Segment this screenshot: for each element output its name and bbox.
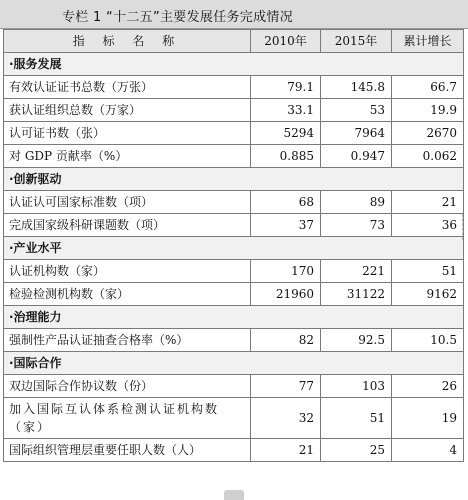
table-row [4, 260, 464, 283]
growth-cell: 0.062 [392, 145, 464, 168]
page-edge-marker [462, 214, 468, 240]
section-row [4, 306, 464, 329]
section-row [4, 237, 464, 260]
value-2010-cell: 32 [251, 398, 321, 439]
indicator-cell: 双边国际合作协议数（份） [4, 375, 251, 398]
indicator-cell: 认可证书数（张） [4, 122, 251, 145]
table-title: 专栏 1 “十二五”主要发展任务完成情况 [62, 10, 294, 25]
table-row [4, 99, 464, 122]
value-2010-cell: 170 [251, 260, 321, 283]
indicator-cell: 国际组织管理层重要任职人数（人） [4, 439, 251, 462]
table-row [4, 76, 464, 99]
growth-cell: 19 [392, 398, 464, 439]
growth-cell: 51 [392, 260, 464, 283]
value-2015-cell: 221 [321, 260, 392, 283]
table-row [4, 191, 464, 214]
table-row [4, 398, 464, 439]
value-2010-cell: 82 [251, 329, 321, 352]
section-heading: ·服务发展 [4, 53, 464, 76]
growth-cell: 19.9 [392, 99, 464, 122]
indicator-cell: 获认证组织总数（万家） [4, 99, 251, 122]
indicator-cell: 强制性产品认证抽查合格率（%） [4, 329, 251, 352]
indicator-cell: 对 GDP 贡献率（%） [4, 145, 251, 168]
growth-cell: 66.7 [392, 76, 464, 99]
growth-cell: 4 [392, 439, 464, 462]
indicator-cell: 认证机构数（家） [4, 260, 251, 283]
table-row [4, 439, 464, 462]
value-2015-cell: 73 [321, 214, 392, 237]
table-row [4, 214, 464, 237]
growth-cell: 36 [392, 214, 464, 237]
section-row [4, 352, 464, 375]
table-row [4, 329, 464, 352]
value-2015-cell: 103 [321, 375, 392, 398]
table-body [4, 53, 464, 462]
value-2010-cell: 21 [251, 439, 321, 462]
value-2015-cell: 89 [321, 191, 392, 214]
section-row [4, 53, 464, 76]
value-2015-cell: 92.5 [321, 329, 392, 352]
section-heading: ·产业水平 [4, 237, 464, 260]
indicator-cell: 认证认可国家标准数（项） [4, 191, 251, 214]
header-indicator: 指 标 名 称 [4, 30, 251, 53]
floating-tab-icon [224, 490, 244, 500]
growth-cell: 21 [392, 191, 464, 214]
header-growth: 累计增长 [392, 30, 464, 53]
indicators-table [3, 29, 464, 462]
header-row [4, 30, 464, 53]
value-2010-cell: 0.885 [251, 145, 321, 168]
header-2010: 2010年 [251, 30, 321, 53]
table-row [4, 375, 464, 398]
growth-cell: 2670 [392, 122, 464, 145]
value-2015-cell: 31122 [321, 283, 392, 306]
table-row [4, 145, 464, 168]
value-2015-cell: 0.947 [321, 145, 392, 168]
section-heading: ·国际合作 [4, 352, 464, 375]
table-caption-bar [0, 0, 468, 29]
value-2010-cell: 77 [251, 375, 321, 398]
value-2015-cell: 51 [321, 398, 392, 439]
indicator-cell: 检验检测机构数（家） [4, 283, 251, 306]
indicator-cell: 完成国家级科研课题数（项） [4, 214, 251, 237]
value-2010-cell: 21960 [251, 283, 321, 306]
indicator-cell: 有效认证证书总数（万张） [4, 76, 251, 99]
section-row [4, 168, 464, 191]
indicator-cell: 加入国际互认体系检测认证机构数（家） [4, 398, 251, 439]
table-row [4, 283, 464, 306]
value-2010-cell: 5294 [251, 122, 321, 145]
value-2010-cell: 37 [251, 214, 321, 237]
header-2015: 2015年 [321, 30, 392, 53]
value-2010-cell: 33.1 [251, 99, 321, 122]
value-2015-cell: 53 [321, 99, 392, 122]
value-2010-cell: 79.1 [251, 76, 321, 99]
value-2010-cell: 68 [251, 191, 321, 214]
growth-cell: 26 [392, 375, 464, 398]
section-heading: ·创新驱动 [4, 168, 464, 191]
growth-cell: 9162 [392, 283, 464, 306]
growth-cell: 10.5 [392, 329, 464, 352]
table-row [4, 122, 464, 145]
section-heading: ·治理能力 [4, 306, 464, 329]
value-2015-cell: 7964 [321, 122, 392, 145]
value-2015-cell: 145.8 [321, 76, 392, 99]
value-2015-cell: 25 [321, 439, 392, 462]
